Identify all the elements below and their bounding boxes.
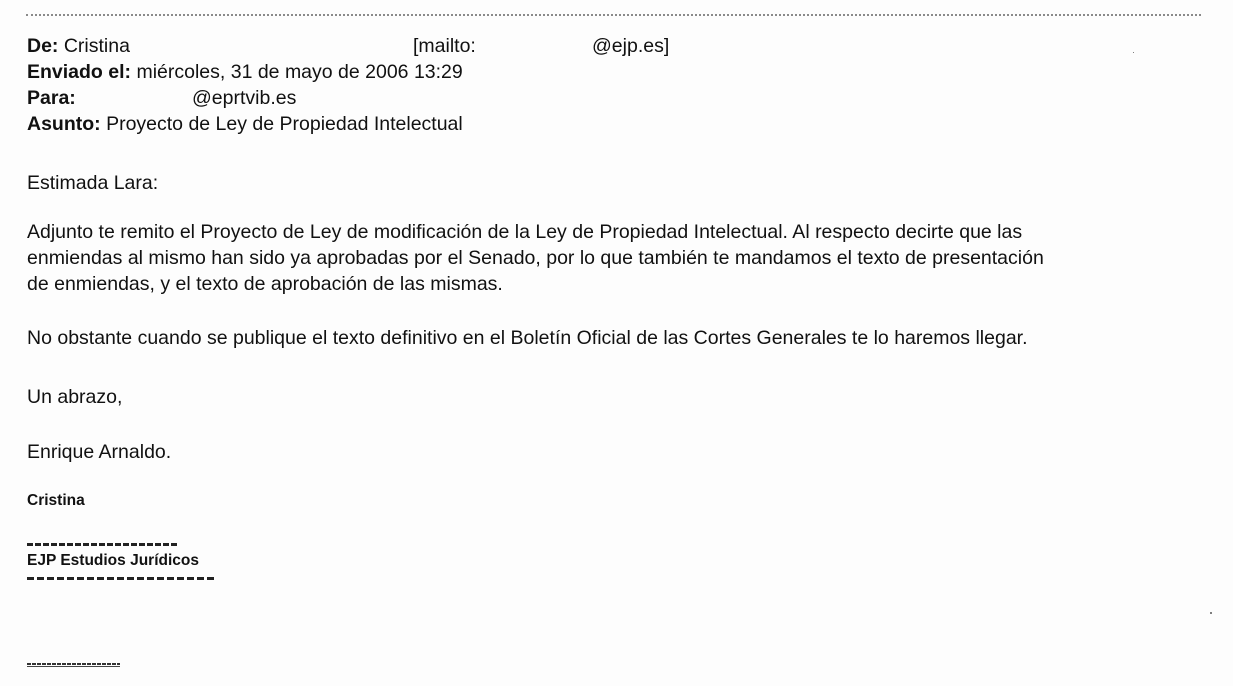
subject-label: Asunto: bbox=[27, 113, 101, 135]
paragraph1-line-1: Adjunto te remito el Proyecto de Ley de modificación de la Ley de Propiedad Intelectual. Al respecto decirte que las bbox=[27, 221, 1023, 243]
scan-speck bbox=[1133, 52, 1134, 53]
header-sent-line bbox=[27, 59, 463, 85]
sent-label: Enviado el: bbox=[27, 61, 132, 83]
to-domain: @eprtvib.es bbox=[192, 87, 297, 109]
header-subject-line bbox=[27, 111, 463, 137]
header-from-line bbox=[27, 33, 130, 59]
top-dotted-rule bbox=[26, 14, 1201, 16]
from-mailto: [mailto: bbox=[413, 35, 476, 57]
to-label: Para: bbox=[27, 87, 76, 109]
paragraph1-line-3: de enmiendas, y el texto de aprobación de las mismas. bbox=[27, 273, 503, 295]
redacted-web-line bbox=[27, 662, 120, 668]
redacted-web-strip bbox=[27, 663, 120, 665]
closing: Un abrazo, bbox=[27, 386, 123, 408]
subject-value: Proyecto de Ley de Propiedad Intelectual bbox=[106, 113, 463, 135]
scan-speck bbox=[1210, 612, 1212, 614]
redacted-email-strip bbox=[27, 543, 179, 546]
signature-name: Cristina bbox=[27, 492, 85, 509]
greeting: Estimada Lara: bbox=[27, 172, 159, 194]
sent-value: miércoles, 31 de mayo de 2006 13:29 bbox=[136, 61, 463, 83]
signoff: Enrique Arnaldo. bbox=[27, 441, 172, 463]
redacted-address-strip bbox=[27, 577, 217, 580]
from-label: De: bbox=[27, 35, 59, 57]
paragraph1-line-2: enmiendas al mismo han sido ya aprobadas por el Senado, por lo que también te mandamos el texto de presentación bbox=[27, 247, 1044, 269]
redacted-email-line bbox=[27, 540, 179, 548]
signature-company: EJP Estudios Jurídicos bbox=[27, 552, 199, 569]
redacted-address-line bbox=[27, 577, 217, 582]
paragraph2: No obstante cuando se publique el texto definitivo en el Boletín Oficial de las Cortes Generales te lo haremos llegar. bbox=[27, 327, 1028, 349]
from-name: Cristina bbox=[63, 35, 130, 57]
redacted-web-underline bbox=[27, 666, 120, 667]
header-to-line bbox=[27, 85, 76, 111]
from-domain: @ejp.es] bbox=[592, 35, 670, 57]
